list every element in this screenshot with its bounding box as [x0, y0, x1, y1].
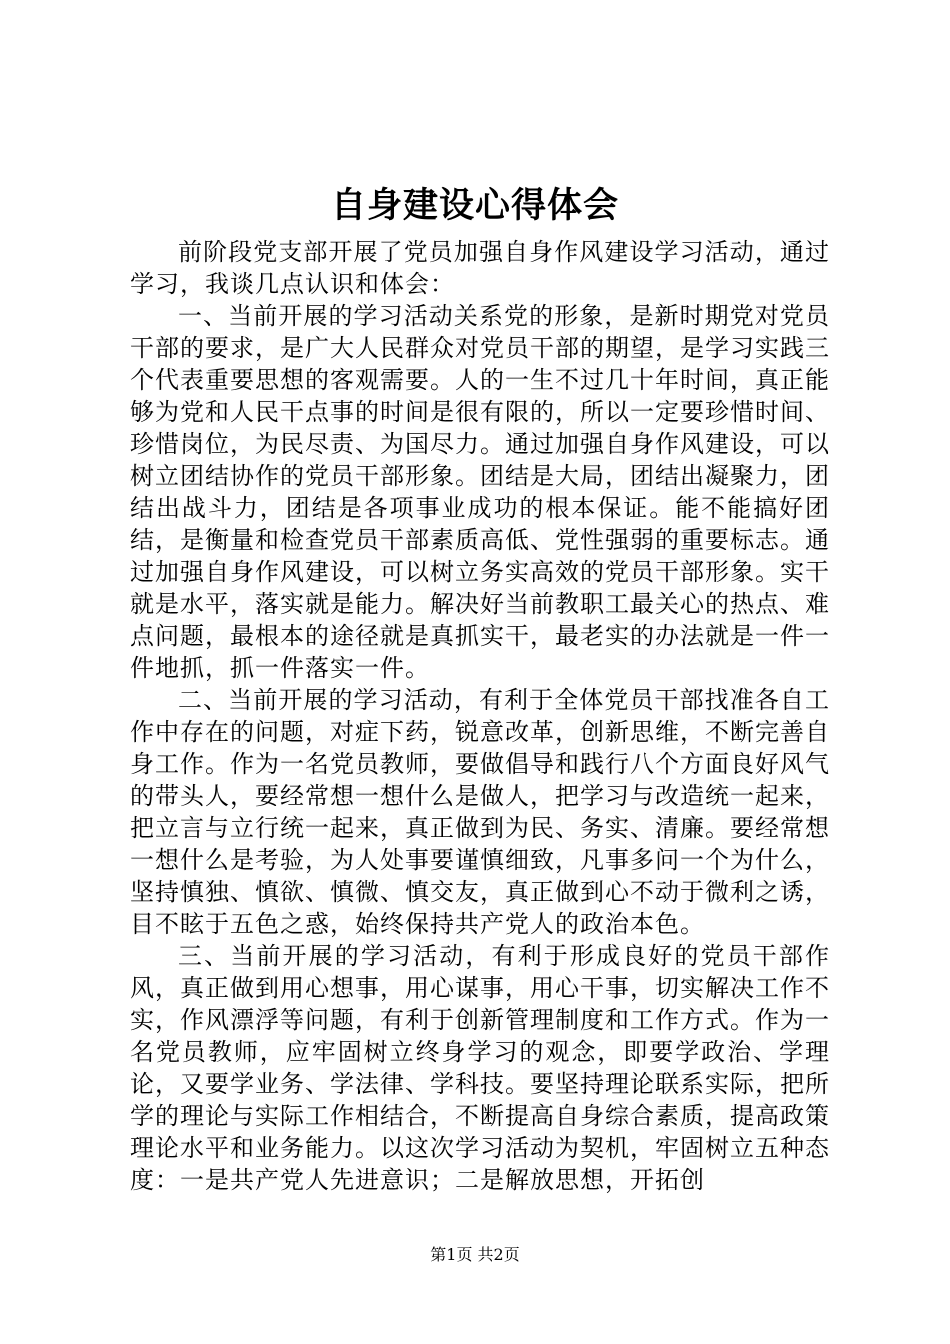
- document-title: 自身建设心得体会: [330, 185, 619, 226]
- paragraph-point-2: 二、当前开展的学习活动，有利于全体党员干部找准各自工作中存在的问题，对症下药，锐意改革，创新思维，不断完善自身工作。作为一名党员教师，要做倡导和践行八个方面良好风气的带头人，要经常想一想什么是做人，把学习与改造统一起来，把立言与立行统一起来，真正做到为民、务实、清廉。要经常想一想什么是考验，为人处事要谨慎细致，凡事多问一个为什么，坚持慎独、慎欲、慎微、慎交友，真正做到心不动于微利之诱，目不眩于五色之惑，始终保持共产党人的政治本色。: [130, 686, 830, 938]
- document-body: [130, 236, 830, 1196]
- paragraph-point-3: 三、当前开展的学习活动，有利于形成良好的党员干部作风，真正做到用心想事，用心谋事，用心干事，切实解决工作不实，作风漂浮等问题，有利于创新管理制度和工作方式。作为一名党员教师，应牢固树立终身学习的观念，即要学政治、学理论，又要学业务、学法律、学科技。要坚持理论联系实际，把所学的理论与实际工作相结合，不断提高自身综合素质，提高政策理论水平和业务能力。以这次学习活动为契机，牢固树立五种态度：一是共产党人先进意识；二是解放思想，开拓创: [130, 942, 830, 1194]
- page-number-footer: 第1页 共2页: [430, 1245, 520, 1264]
- paragraph-point-1: 一、当前开展的学习活动关系党的形象，是新时期党对党员干部的要求，是广大人民群众对党员干部的期望，是学习实践三个代表重要思想的客观需要。人的一生不过几十年时间，真正能够为党和人民干点事的时间是很有限的，所以一定要珍惜时间、珍惜岗位，为民尽责、为国尽力。通过加强自身作风建设，可以树立团结协作的党员干部形象。团结是大局，团结出凝聚力，团结出战斗力，团结是各项事业成功的根本保证。能不能搞好团结，是衡量和检查党员干部素质高低、党性强弱的重要标志。通过加强自身作风建设，可以树立务实高效的党员干部形象。实干就是水平，落实就是能力。解决好当前教职工最关心的热点、难点问题，最根本的途径就是真抓实干，最老实的办法就是一件一件地抓，抓一件落实一件。: [130, 302, 830, 682]
- paragraph-intro: 前阶段党支部开展了党员加强自身作风建设学习活动，通过学习，我谈几点认识和体会：: [130, 238, 830, 298]
